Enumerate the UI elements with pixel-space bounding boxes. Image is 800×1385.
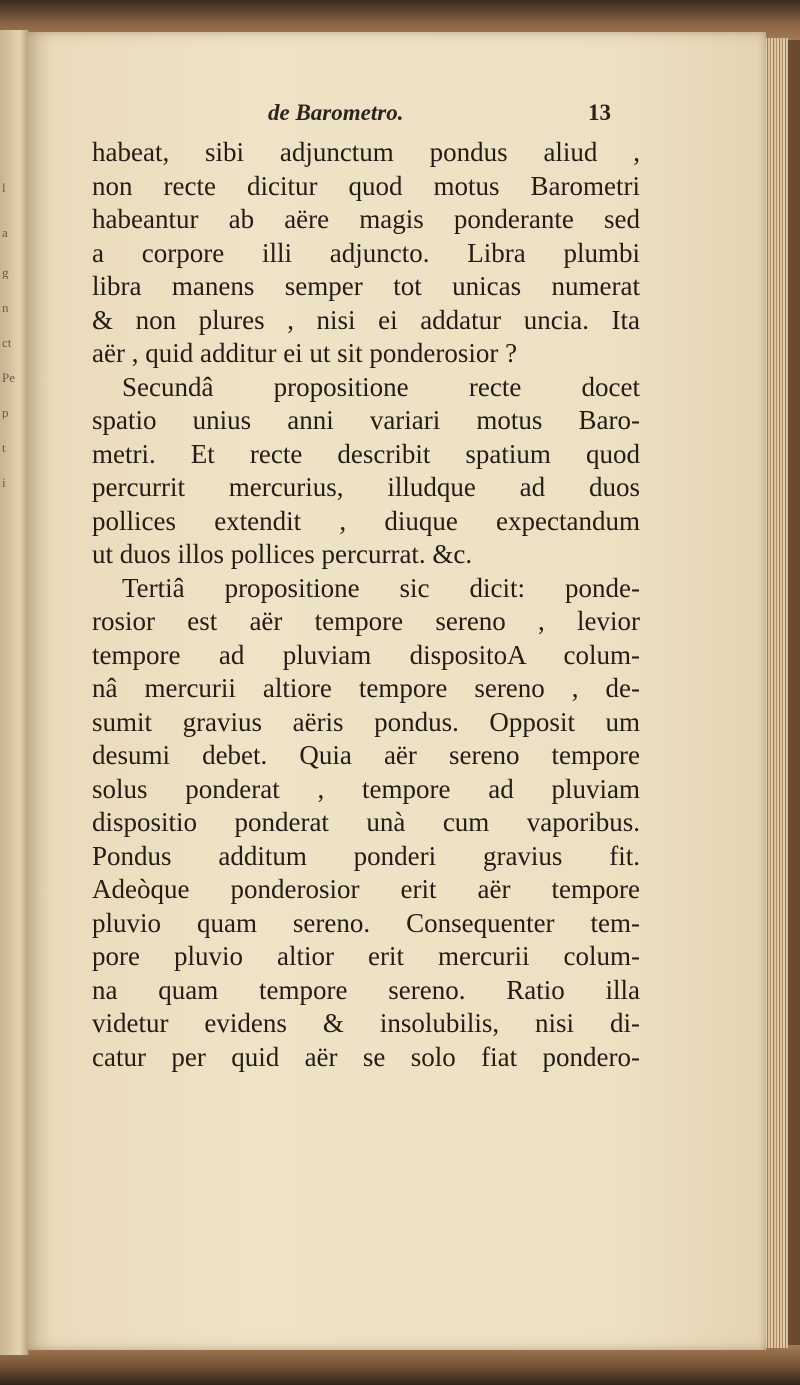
- text-line: pluvio quam sereno. Consequenter tem-: [92, 907, 640, 938]
- bleed-glyph: t: [2, 440, 6, 454]
- bleed-glyph: g: [2, 265, 9, 279]
- text-line: Pondus additum ponderi gravius fit.: [92, 840, 640, 871]
- text-line: aër , quid additur ei ut sit ponderosior ?: [92, 338, 518, 368]
- bleed-glyph: i: [2, 475, 6, 489]
- bleed-glyph: l: [2, 180, 6, 194]
- bleed-glyph: p: [2, 405, 9, 419]
- paragraph-first-line: Tertiâ propositione sic dicit: ponde-: [122, 572, 640, 603]
- text-line: nâ mercurii altiore tempore sereno , de-: [92, 673, 640, 703]
- text-line: sumit gravius aëris pondus. Opposit um: [92, 706, 640, 737]
- text-line: non recte dicitur quod motus Barometri: [92, 170, 640, 201]
- text-line: dispositio ponderat unà cum vaporibus.: [92, 807, 640, 837]
- text-line: pollices extendit , diuque expectandum: [92, 505, 640, 536]
- body-text: [92, 136, 640, 1074]
- text-line: habeantur ab aëre magis ponderante sed: [92, 204, 640, 234]
- text-line: ut duos illos pollices percurrat. &c.: [92, 539, 473, 569]
- text-line: habeat, sibi adjunctum pondus aliud ,: [92, 137, 640, 167]
- text-line: pore pluvio altior erit mercurii colum-: [92, 941, 640, 971]
- text-line: a corpore illi adjuncto. Libra plumbi: [92, 237, 640, 268]
- bleed-glyph: a: [2, 225, 8, 239]
- page-header: [268, 100, 628, 134]
- text-line: catur per quid aër se solo fiat pondero-: [92, 1041, 640, 1072]
- text-line: metri. Et recte describit spatium quod: [92, 438, 640, 469]
- page-number: 13: [588, 100, 611, 125]
- text-line: solus ponderat , tempore ad pluviam: [92, 773, 640, 804]
- bleed-glyph: ct: [2, 335, 12, 349]
- text-line: rosior est aër tempore sereno , levior: [92, 606, 640, 636]
- text-line: Adeòque ponderosior erit aër tempore: [92, 874, 640, 904]
- running-title: de Barometro.: [268, 100, 404, 125]
- text-line: tempore ad pluviam dispositoA colum-: [92, 639, 640, 670]
- paragraph-first-line: Secundâ propositione recte docet: [122, 371, 640, 402]
- text-line: spatio unius anni variari motus Baro-: [92, 405, 640, 435]
- text-line: & non plures , nisi ei addatur uncia. Ita: [92, 304, 640, 335]
- bleed-glyph: Pe: [2, 370, 15, 384]
- book-cover-bottom: [0, 1345, 800, 1385]
- text-line: libra manens semper tot unicas numerat: [92, 271, 640, 301]
- text-line: percurrit mercurius, illudque ad duos: [92, 472, 640, 502]
- previous-page-edge: [0, 30, 29, 1355]
- text-line: na quam tempore sereno. Ratio illa: [92, 974, 640, 1005]
- text-line: desumi debet. Quia aër sereno tempore: [92, 740, 640, 770]
- bleed-glyph: n: [2, 300, 9, 314]
- text-line: videtur evidens & insolubilis, nisi di-: [92, 1008, 640, 1038]
